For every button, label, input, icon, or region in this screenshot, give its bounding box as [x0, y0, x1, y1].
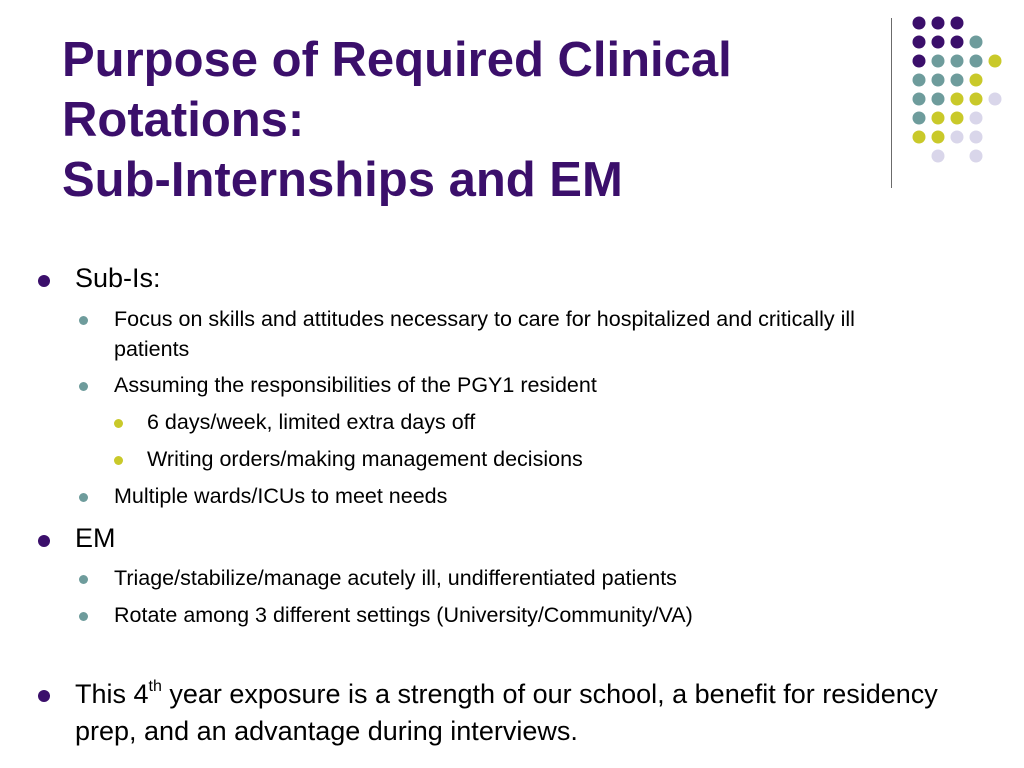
title-line-3: Sub-Internships and EM: [62, 153, 623, 207]
point-rotate-settings: Rotate among 3 different settings (University/Community/VA): [114, 603, 693, 627]
bullet-icon: [79, 575, 88, 584]
title-line-1: Purpose of Required Clinical: [62, 33, 732, 87]
bullet-icon: [79, 316, 88, 325]
point-multiple-wards: Multiple wards/ICUs to meet needs: [114, 484, 448, 508]
bullet-icon: [38, 275, 50, 287]
closing-suffix: year exposure is a strength of our school, a benefit for residency prep, and an advantage during interviews.: [75, 679, 938, 746]
point-triage: Triage/stabilize/manage acutely ill, undifferentiated patients: [114, 566, 677, 590]
point-responsibilities: Assuming the responsibilities of the PGY1 resident: [114, 373, 597, 397]
bullet-icon: [114, 419, 123, 428]
bullet-icon: [79, 493, 88, 502]
bullet-icon: [38, 690, 50, 702]
point-focus-skills: Focus on skills and attitudes necessary to care for hospitalized and critically ill patients: [114, 307, 855, 361]
section-heading-sub-is: Sub-Is:: [75, 263, 161, 293]
bullet-icon: [38, 535, 50, 547]
closing-prefix: This 4: [75, 679, 149, 709]
closing-superscript: th: [148, 678, 162, 695]
title-line-2: Rotations:: [62, 93, 305, 147]
section-heading-em: EM: [75, 523, 116, 553]
subpoint-writing-orders: Writing orders/making management decisions: [147, 447, 583, 471]
subpoint-days-week: 6 days/week, limited extra days off: [147, 410, 476, 434]
bullet-icon: [79, 612, 88, 621]
closing-statement: [75, 676, 975, 750]
bullet-icon: [114, 456, 123, 465]
bullet-icon: [79, 382, 88, 391]
